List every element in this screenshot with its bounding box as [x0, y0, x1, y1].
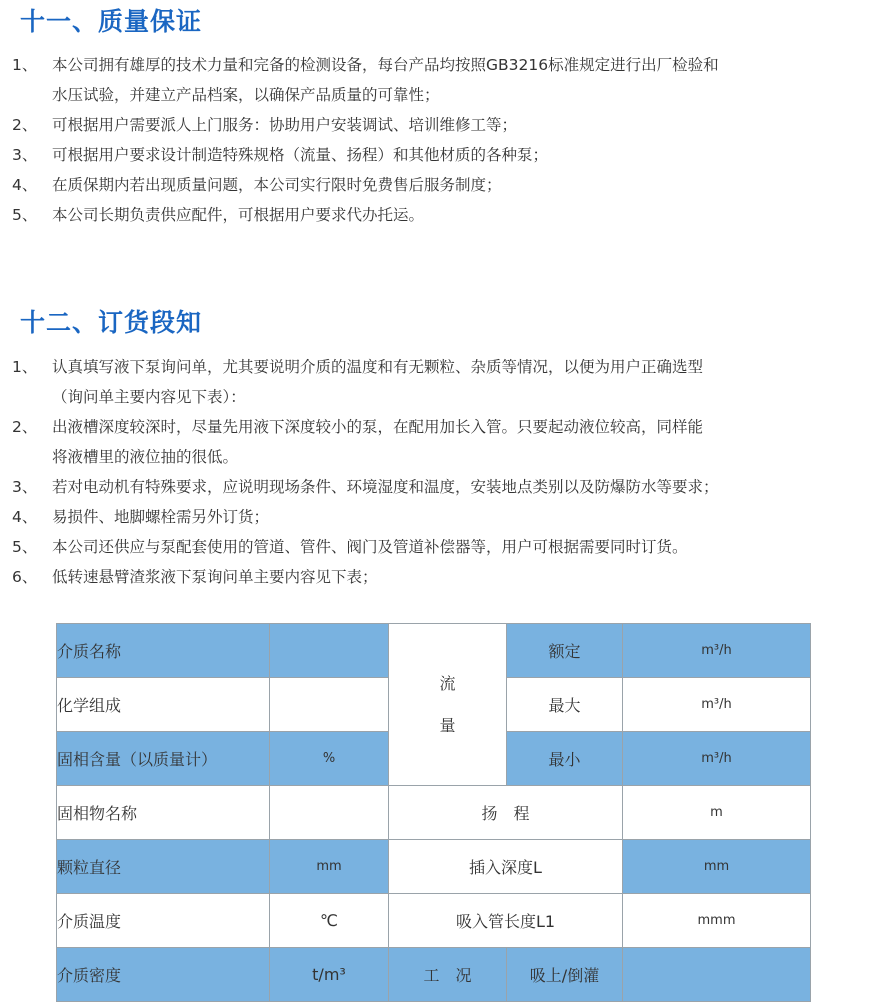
list-item-text: 可根据用户需要派人上门服务：协助用户安装调试、培训维修工等；: [52, 116, 518, 134]
cell-name: 化学组成: [57, 678, 270, 732]
list-item-number: 1、: [12, 358, 38, 376]
cell-param: 吸入管长度L1: [389, 894, 623, 948]
list-item-number: 5、: [12, 206, 38, 224]
cell-value: [270, 786, 389, 840]
cell-param: 插入深度L: [389, 840, 623, 894]
list-item-number: 5、: [12, 538, 38, 556]
list-item-number: 1、: [12, 56, 38, 74]
cell-unit: m³/h: [623, 624, 811, 678]
cell-name: 介质密度: [57, 948, 270, 1002]
cell-unit: m³/h: [623, 678, 811, 732]
list-item-text: 认真填写液下泵询问单，尤其要说明介质的温度和有无颗粒、杂质等情况，以便为用户正确选型: [52, 358, 704, 376]
cell-param: 工 况: [389, 948, 507, 1002]
table-row: [57, 624, 811, 678]
list-item: [0, 502, 885, 532]
list-item-number: 4、: [12, 176, 38, 194]
flow-label-1: 流: [439, 673, 456, 693]
list-item-text: 易损件、地脚螺栓需另外订货；: [52, 508, 270, 526]
list-item: [0, 200, 885, 230]
cell-unit: mm: [623, 840, 811, 894]
inquiry-table: [56, 623, 811, 1002]
cell-flow: [389, 624, 507, 786]
cell-unit: 吸上/倒灌: [507, 948, 623, 1002]
cell-value: mm: [270, 840, 389, 894]
cell-param: 扬 程: [389, 786, 623, 840]
cell-sub: 额定: [507, 624, 623, 678]
list-item-number: 4、: [12, 508, 38, 526]
flow-label-2: 量: [439, 715, 456, 735]
list-item: [0, 110, 885, 140]
list-item: [0, 50, 885, 110]
list-item-text: 出液槽深度较深时，尽量先用液下深度较小的泵，在配用加长入管。只要起动液位较高，同样能: [52, 418, 704, 436]
list-item-number: 6、: [12, 568, 38, 586]
cell-name: 介质温度: [57, 894, 270, 948]
cell-value: t/m³: [270, 948, 389, 1002]
list-item: [0, 352, 885, 412]
cell-name: 固相含量（以质量计）: [57, 732, 270, 786]
list-item-text: 水压试验，并建立产品档案，以确保产品质量的可靠性；: [52, 86, 440, 104]
cell-name: 介质名称: [57, 624, 270, 678]
cell-sub: 最大: [507, 678, 623, 732]
list-item: [0, 140, 885, 170]
section-title-quality: 十一、质量保证: [20, 7, 203, 36]
cell-value: %: [270, 732, 389, 786]
list-item: [0, 562, 885, 592]
list-item: [0, 532, 885, 562]
table-row: [57, 948, 811, 1002]
cell-unit: mmm: [623, 894, 811, 948]
list-item-text: 本公司还供应与泵配套使用的管道、管件、阀门及管道补偿器等，用户可根据需要同时订货。: [52, 538, 688, 556]
list-item-text: 在质保期内若出现质量问题，本公司实行限时免费售后服务制度；: [52, 176, 502, 194]
quality-list: [0, 50, 885, 230]
cell-empty: [623, 948, 811, 1002]
table-row: [57, 786, 811, 840]
list-item-text: 低转速悬臂渣浆液下泵询问单主要内容见下表；: [52, 568, 378, 586]
list-item-text: 本公司长期负责供应配件，可根据用户要求代办托运。: [52, 206, 425, 224]
list-item-number: 3、: [12, 146, 38, 164]
cell-sub: 最小: [507, 732, 623, 786]
list-item: [0, 412, 885, 472]
list-item-text: （询问单主要内容见下表）：: [52, 388, 246, 406]
cell-value: [270, 678, 389, 732]
ordering-list: [0, 352, 885, 592]
cell-unit: m: [623, 786, 811, 840]
cell-name: 颗粒直径: [57, 840, 270, 894]
section-title-ordering: 十二、订货段知: [20, 308, 203, 337]
list-item-number: 2、: [12, 116, 38, 134]
list-item: [0, 170, 885, 200]
list-item: [0, 472, 885, 502]
table-row: [57, 840, 811, 894]
list-item-number: 2、: [12, 418, 38, 436]
list-item-text: 本公司拥有雄厚的技术力量和完备的检测设备，每台产品均按照GB3216标准规定进行出厂检验和: [52, 56, 719, 74]
table-row: [57, 894, 811, 948]
list-item-text: 可根据用户要求设计制造特殊规格（流量、扬程）和其他材质的各种泵；: [52, 146, 549, 164]
list-item-number: 3、: [12, 478, 38, 496]
cell-value: ℃: [270, 894, 389, 948]
list-item-text: 若对电动机有特殊要求，应说明现场条件、环境湿度和温度，安装地点类别以及防爆防水等要求；: [52, 478, 719, 496]
cell-name: 固相物名称: [57, 786, 270, 840]
cell-unit: m³/h: [623, 732, 811, 786]
list-item-text: 将液槽里的液位抽的很低。: [52, 448, 239, 466]
cell-value: [270, 624, 389, 678]
